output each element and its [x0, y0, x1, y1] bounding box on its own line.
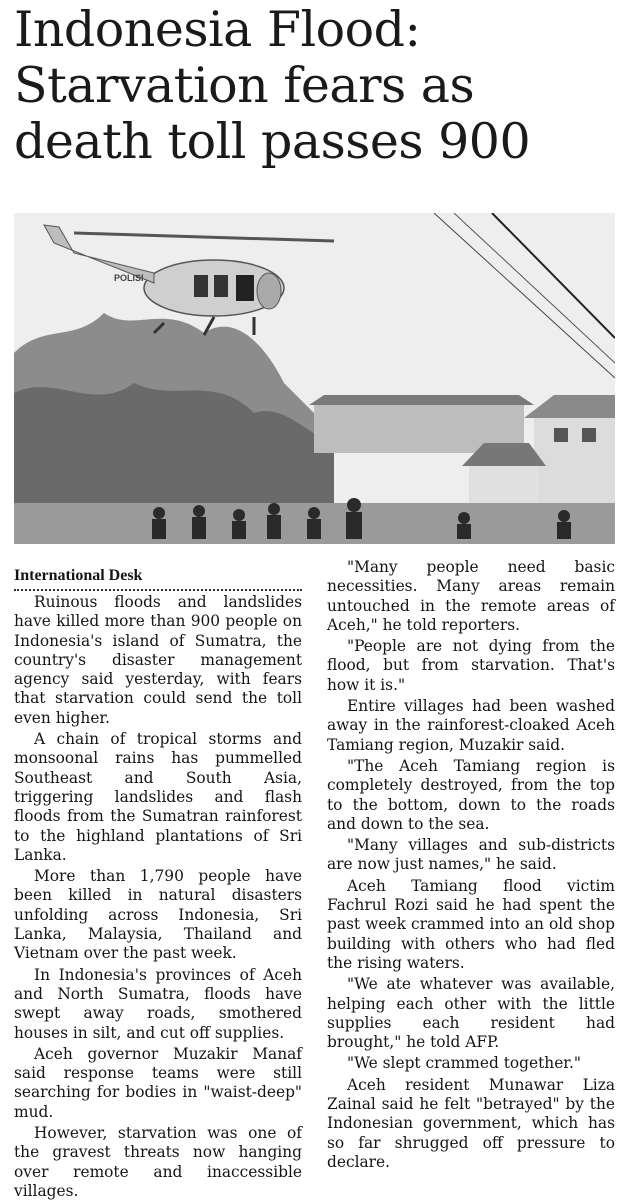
paragraph: "The Aceh Tamiang region is completely destroyed, from the top to the bottom, down to the roads and down to the sea.	[327, 756, 615, 833]
paragraph: In Indonesia's provinces of Aceh and North Sumatra, floods have swept away roads, smothered houses in silt, and cut off supplies.	[14, 965, 302, 1042]
paragraph: "We slept crammed together."	[347, 1054, 581, 1073]
paragraph: "We ate whatever was available, helping each other with the little supplies each resident had brought," he told AFP.	[327, 975, 615, 1052]
paragraph: "Many people need basic necessities. Many areas remain untouched in the remote areas of Aceh," he told reporters.	[327, 558, 615, 634]
headline	[14, 2, 614, 170]
paragraph: However, starvation was one of the gravest threats now hanging over remote and inaccessible villages.	[14, 1124, 302, 1200]
paragraph: Entire villages had been washed away in the rainforest-cloaked Aceh Tamiang region, Muzakir said.	[327, 697, 615, 754]
paragraph: Aceh governor Muzakir Manaf said response teams were still searching for bodies in "waist-deep" mud.	[14, 1044, 302, 1121]
paragraph: Aceh resident Munawar Liza Zainal said he felt "betrayed" by the Indonesian government, which has so far shrugged off pressure to declare.	[327, 1075, 615, 1171]
headline-line: death toll passes 900	[14, 113, 531, 170]
article-column-left	[14, 566, 302, 1203]
paragraph: A chain of tropical storms and monsoonal rains has pummelled Southeast and South Asia, triggering landslides and flash floods from the Sumatran rainforest to the highland plantations of Sri Lanka.	[14, 730, 302, 864]
paragraph: Ruinous floods and landslides have killed more than 900 people on Indonesia's island of Sumatra, the country's disaster management agency said yesterday, with fears that starvation could send the toll even higher.	[14, 593, 302, 727]
paragraph: Aceh Tamiang flood victim Fachrul Rozi said he had spent the past week crammed into an old shop building with others who had fled the rising waters.	[327, 876, 615, 972]
paragraph: "Many villages and sub-districts are now just names," he said.	[327, 836, 615, 874]
helicopter-marking: POLISI	[114, 273, 144, 283]
photo-illustration	[14, 213, 615, 544]
headline-line: Indonesia Flood:	[14, 1, 421, 58]
article-column-right	[327, 558, 615, 1174]
helicopter-rescue-photo	[14, 213, 615, 544]
desk-label: International Desk	[14, 566, 302, 591]
paragraph: More than 1,790 people have been killed in natural disasters unfolding across Indonesia, Sri Lanka, Malaysia, Thailand and Vietnam over the past week.	[14, 867, 302, 963]
paragraph: "People are not dying from the flood, but from starvation. That's how it is."	[327, 637, 615, 694]
headline-line: Starvation fears as	[14, 57, 475, 114]
